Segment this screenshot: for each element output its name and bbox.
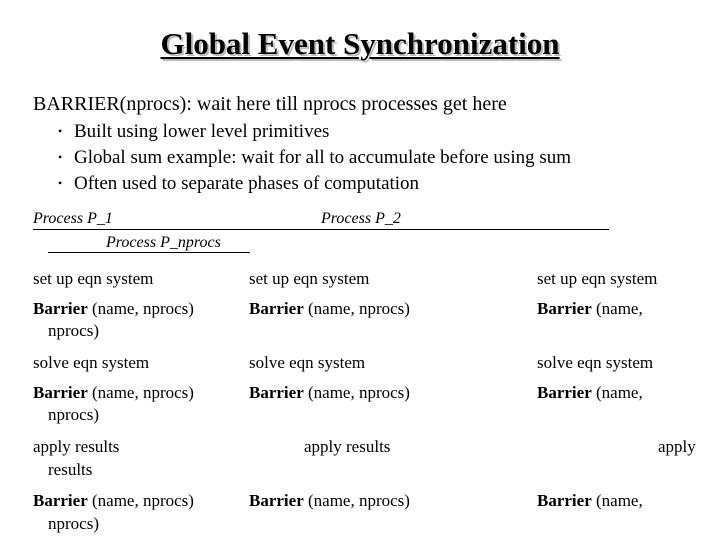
cell-pn — [537, 382, 643, 404]
barrier-keyword: Barrier — [33, 383, 88, 402]
barrier-keyword: Barrier — [537, 383, 592, 402]
bullet-text: Global sum example: wait for all to accumulate before using sum — [74, 147, 572, 168]
bullet-icon: • — [58, 124, 63, 138]
process-header-p1: Process P_1 — [33, 210, 113, 227]
barrier-args: (name, nprocs) — [87, 383, 194, 402]
bullet-icon: • — [58, 150, 63, 164]
cell-p2 — [249, 490, 410, 512]
cell-pn: solve eqn system — [537, 353, 654, 372]
cell-pn — [537, 298, 643, 320]
cell-p1 — [33, 298, 194, 320]
cell-p2: apply results — [304, 437, 391, 456]
barrier-keyword: Barrier — [33, 491, 88, 510]
process-header-pn: Process P_nprocs — [106, 234, 221, 251]
cell-pn — [537, 490, 643, 512]
bullet-icon: • — [58, 176, 63, 190]
barrier-keyword: Barrier — [537, 491, 592, 510]
cell-pn: apply — [658, 437, 696, 456]
cell-p1 — [33, 382, 194, 404]
bullet-text: Built using lower level primitives — [74, 121, 330, 142]
cell-p1 — [33, 490, 194, 512]
cell-p1: solve eqn system — [33, 353, 150, 372]
process-header-p2: Process P_2 — [321, 210, 401, 227]
barrier-args: (name, — [591, 491, 643, 510]
barrier-keyword: Barrier — [249, 383, 304, 402]
bullet-item — [58, 119, 329, 144]
barrier-args: (name, nprocs) — [87, 491, 194, 510]
cell-p2 — [249, 298, 410, 320]
bullet-item — [58, 171, 419, 196]
lead-statement: BARRIER(nprocs): wait here till nprocs processes get here — [33, 93, 507, 115]
header-underline — [33, 229, 609, 230]
cell-p2: set up eqn system — [249, 269, 370, 288]
cell-p1: apply results — [33, 437, 120, 456]
slide-title-text: Global Event Synchronization — [160, 26, 560, 61]
cell-p1-wrap: nprocs) — [48, 405, 99, 424]
barrier-args: (name, — [591, 383, 643, 402]
cell-p1-wrap: nprocs) — [48, 514, 99, 533]
barrier-args: (name, nprocs) — [303, 491, 410, 510]
cell-p2: solve eqn system — [249, 353, 366, 372]
cell-p1-wrap: results — [48, 460, 93, 479]
bullet-item — [58, 145, 571, 170]
barrier-args: (name, — [591, 299, 643, 318]
barrier-keyword: Barrier — [249, 491, 304, 510]
barrier-keyword: Barrier — [33, 299, 88, 318]
barrier-args: (name, nprocs) — [87, 299, 194, 318]
barrier-keyword: Barrier — [537, 299, 592, 318]
barrier-args: (name, nprocs) — [303, 383, 410, 402]
cell-p2 — [249, 382, 410, 404]
barrier-args: (name, nprocs) — [303, 299, 410, 318]
slide-title — [0, 26, 720, 62]
cell-p1-wrap: nprocs) — [48, 321, 99, 340]
barrier-keyword: Barrier — [249, 299, 304, 318]
header-underline — [48, 252, 250, 253]
cell-pn: set up eqn system — [537, 269, 658, 288]
bullet-text: Often used to separate phases of computation — [74, 173, 420, 194]
cell-p1: set up eqn system — [33, 269, 154, 288]
